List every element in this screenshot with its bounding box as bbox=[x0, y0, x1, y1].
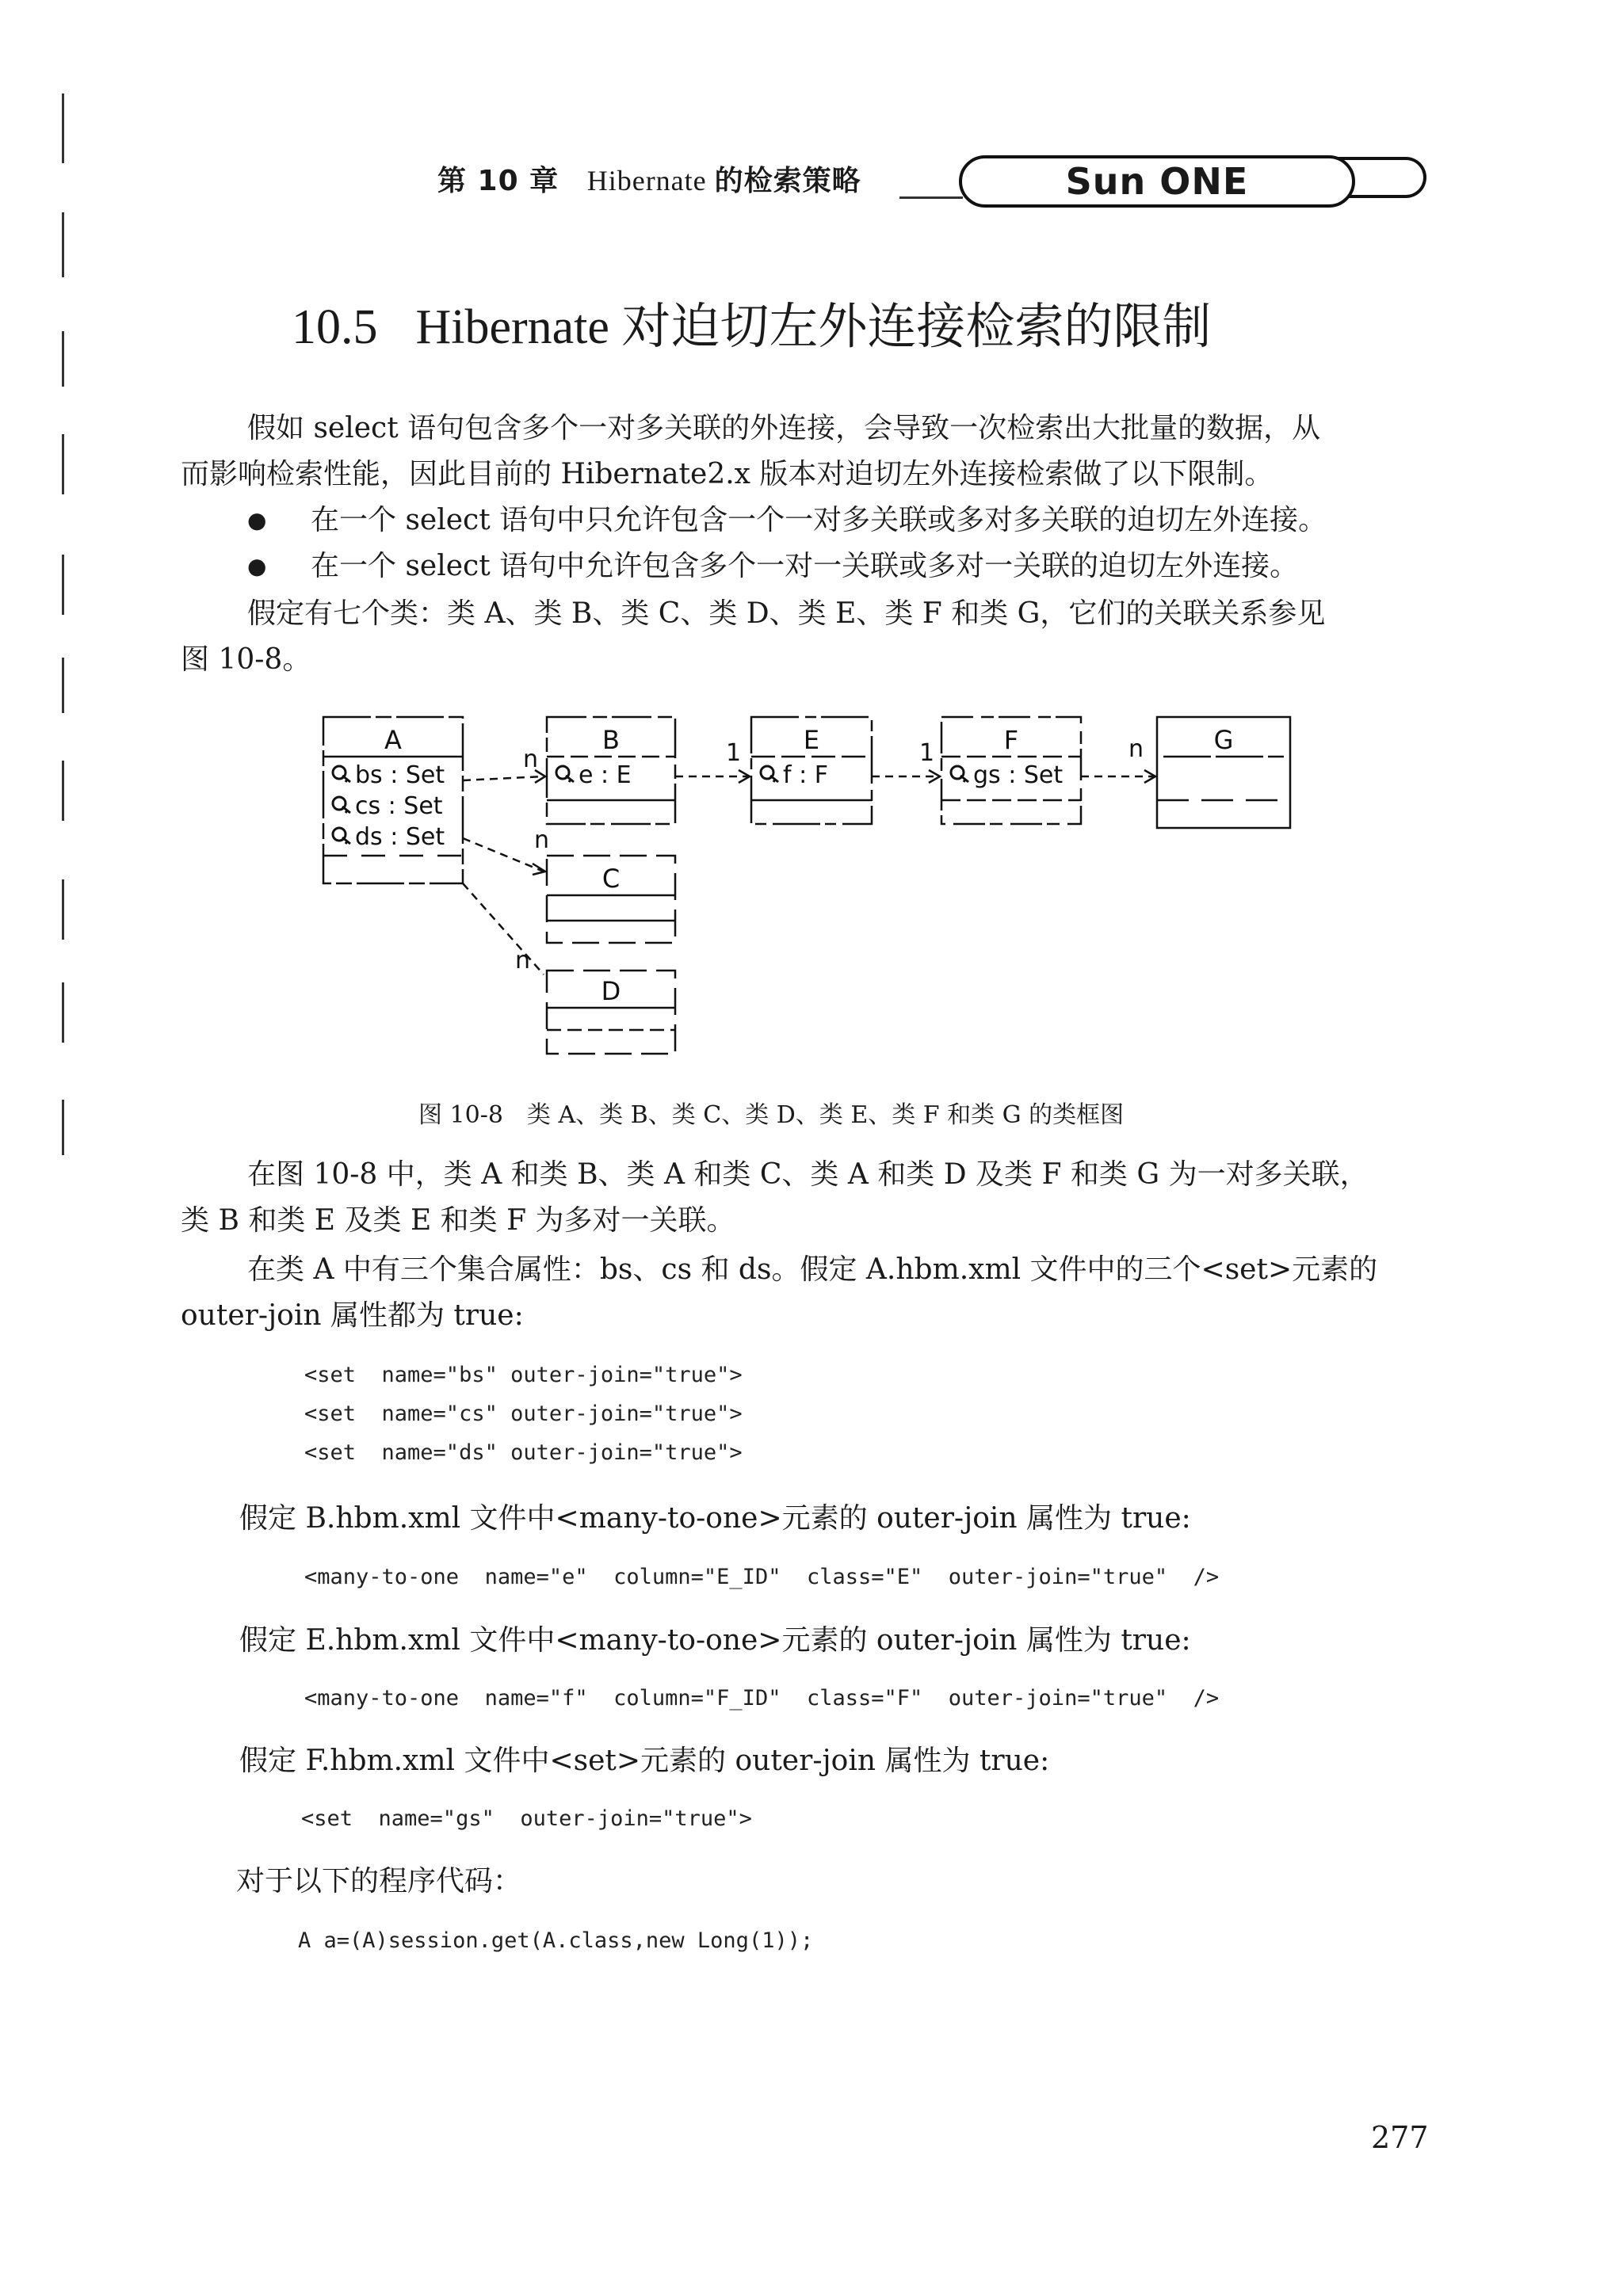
section-title-text: Hibernate 对迫切左外连接检索的限制 bbox=[415, 300, 1212, 354]
collections-line-2: outer-join 属性都为 true: bbox=[181, 1299, 524, 1332]
class-a-attribute: ds : Set bbox=[355, 823, 445, 851]
page-number: 277 bbox=[1371, 2120, 1429, 2155]
brand-badge: Sun ONE bbox=[959, 155, 1355, 208]
section-number: 10.5 bbox=[292, 300, 378, 354]
class-e-attribute: f : F bbox=[783, 761, 828, 789]
key-icon bbox=[951, 766, 968, 782]
b-mapping-text: 假定 B.hbm.xml 文件中<many-to-one>元素的 outer-join 属性为 true: bbox=[239, 1502, 1191, 1535]
class-e-name: E bbox=[803, 725, 820, 755]
code-line: <many-to-one name="e" column="E_ID" class="E" outer-join="true" /> bbox=[304, 1565, 1220, 1589]
code-line: <set name="bs" outer-join="true"> bbox=[304, 1363, 743, 1387]
bullet-marker: ● bbox=[247, 553, 267, 579]
multiplicity-a-d: n bbox=[515, 947, 531, 974]
class-b-name: B bbox=[602, 725, 620, 755]
key-icon bbox=[333, 828, 350, 844]
f-mapping-text: 假定 F.hbm.xml 文件中<set>元素的 outer-join 属性为 true: bbox=[239, 1745, 1050, 1777]
class-f-attribute: gs : Set bbox=[973, 761, 1064, 789]
intro-line-1: 假如 select 语句包含多个一对多关联的外连接，会导致一次检索出大批量的数据，从 bbox=[247, 412, 1321, 444]
multiplicity-f-g: n bbox=[1128, 735, 1144, 763]
class-a-attribute: cs : Set bbox=[355, 792, 443, 820]
chapter-title-suffix: 的检索策略 bbox=[714, 165, 861, 197]
class-c-name: C bbox=[601, 864, 621, 894]
bullet-marker: ● bbox=[247, 507, 267, 533]
key-icon bbox=[761, 766, 778, 782]
key-icon bbox=[333, 797, 350, 813]
multiplicity-e-f: 1 bbox=[919, 739, 935, 767]
code-line: A a=(A)session.get(A.class,new Long(1)); bbox=[298, 1928, 814, 1953]
class-f-name: F bbox=[1003, 725, 1019, 755]
bullet-text: 在一个 select 语句中允许包含多个一对一关联或多对一关联的迫切左外连接。 bbox=[311, 550, 1299, 582]
class-a-name: A bbox=[384, 725, 402, 755]
e-mapping-text: 假定 E.hbm.xml 文件中<many-to-one>元素的 outer-join 属性为 true: bbox=[239, 1624, 1191, 1657]
class-d-name: D bbox=[601, 976, 621, 1006]
relations-line-1: 在图 10-8 中，类 A 和类 B、类 A 和类 C、类 A 和类 D 及类 F 和类 G 为一对多关联， bbox=[247, 1158, 1369, 1191]
chapter-title-prefix: Hibernate bbox=[586, 165, 707, 196]
collections-line-1: 在类 A 中有三个集合属性：bs、cs 和 ds。假定 A.hbm.xml 文件中的三个<set>元素的 bbox=[247, 1253, 1378, 1286]
key-icon bbox=[556, 766, 574, 782]
assumption-line-1: 假定有七个类：类 A、类 B、类 C、类 D、类 E、类 F 和类 G，它们的关联关系参见 bbox=[247, 597, 1326, 630]
multiplicity-b-e: 1 bbox=[726, 739, 742, 767]
bullet-text: 在一个 select 语句中只允许包含一个一对多关联或多对多关联的迫切左外连接。 bbox=[311, 504, 1327, 536]
relations-line-2: 类 B 和类 E 及类 E 和类 F 为多对一关联。 bbox=[181, 1204, 735, 1237]
multiplicity-a-b: n bbox=[523, 746, 539, 773]
class-g-name: G bbox=[1213, 725, 1234, 755]
code-line: <set name="ds" outer-join="true"> bbox=[304, 1440, 743, 1465]
chapter-label: 第 10 章 bbox=[437, 165, 559, 197]
class-b-attribute: e : E bbox=[579, 761, 632, 789]
key-icon bbox=[333, 766, 350, 782]
code-line: <set name="gs" outer-join="true"> bbox=[301, 1806, 752, 1831]
figure-caption: 图 10-8 类 A、类 B、类 C、类 D、类 E、类 F 和类 G 的类框图 bbox=[418, 1101, 1125, 1129]
assumption-line-2: 图 10-8。 bbox=[181, 643, 311, 676]
program-intro: 对于以下的程序代码： bbox=[236, 1865, 522, 1897]
intro-line-2: 而影响检索性能，因此目前的 Hibernate2.x 版本对迫切左外连接检索做了以下限制。 bbox=[181, 458, 1274, 490]
code-line: <many-to-one name="f" column="F_ID" class="F" outer-join="true" /> bbox=[304, 1686, 1220, 1711]
multiplicity-a-c: n bbox=[534, 826, 550, 854]
code-line: <set name="cs" outer-join="true"> bbox=[304, 1402, 743, 1426]
class-a-attribute: bs : Set bbox=[355, 761, 445, 789]
